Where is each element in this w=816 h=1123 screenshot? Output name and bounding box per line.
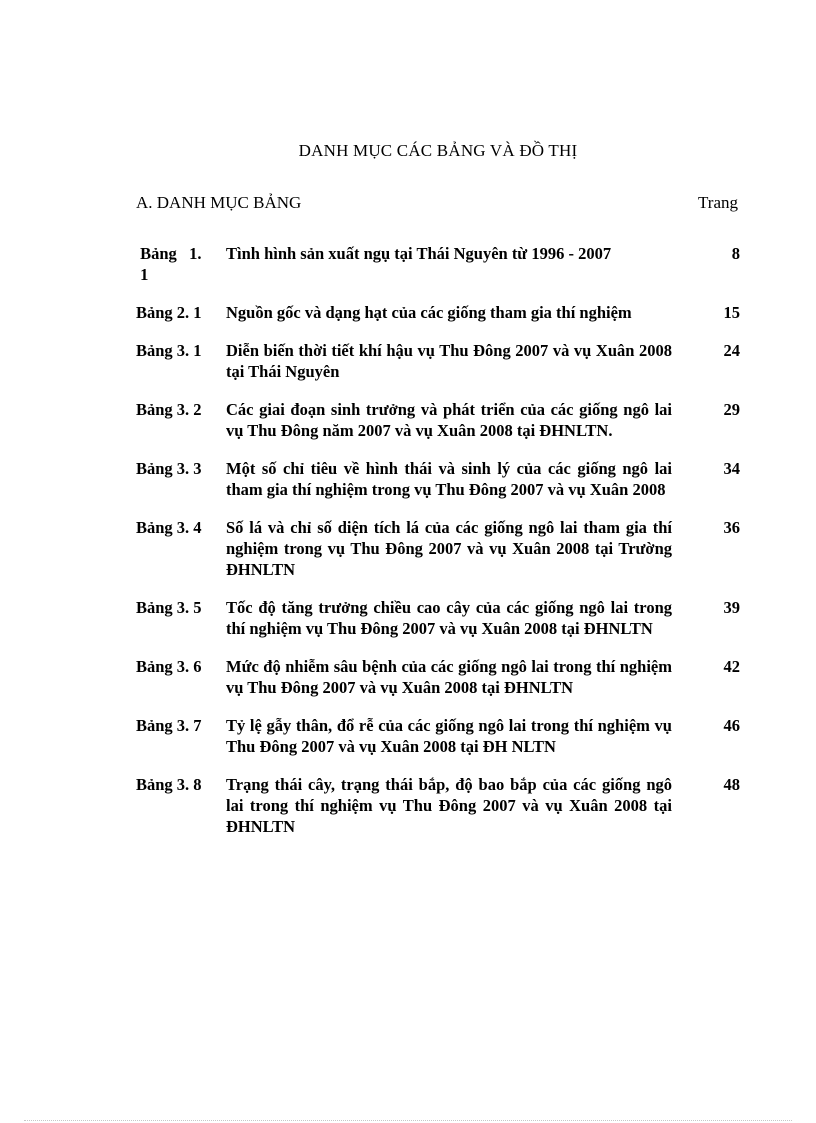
toc-entry-page: 46: [723, 716, 740, 735]
toc-entry-title: Tình hình sản xuất ngụ tại Thái Nguyên từ 1996 - 2007: [226, 244, 612, 263]
toc-entry-label: Bảng 3. 1: [136, 341, 202, 360]
toc-entry: [136, 302, 740, 323]
toc-entry-title: Diễn biến thời tiết khí hậu vụ Thu Đông 2007 và vụ Xuân 2008 tại Thái Nguyên: [226, 341, 672, 381]
toc-entry-title: Một số chỉ tiêu về hình thái và sinh lý của các giống ngô lai tham gia thí nghiệm trong vụ Thu Đông 2007 và vụ Xuân 2008: [226, 459, 672, 499]
toc-entry-title: Mức độ nhiễm sâu bệnh của các giống ngô lai trong thí nghiệm vụ Thu Đông 2007 và vụ Xuân 2008 tại ĐHNLTN: [226, 657, 672, 697]
toc-entry-page: 24: [723, 341, 740, 360]
toc-entry-title: Số lá và chỉ số diện tích lá của các giống ngô lai tham gia thí nghiệm trong vụ Thu Đông 2007 và vụ Xuân 2008 tại Trường ĐHNLTN: [226, 518, 672, 579]
toc-entry-label: Bảng 3. 3: [136, 459, 202, 478]
table-of-contents: [136, 243, 740, 854]
section-heading-row: [136, 193, 738, 213]
toc-entry-page: 36: [723, 518, 740, 537]
toc-entry-page: 8: [731, 244, 740, 263]
document-title: DANH MỤC CÁC BẢNG VÀ ĐỒ THỊ: [298, 141, 578, 160]
toc-entry-label: Bảng 3. 2: [136, 400, 202, 419]
toc-entry: [136, 340, 740, 382]
toc-entry-page: 39: [723, 598, 740, 617]
toc-entry: [136, 243, 740, 285]
toc-entry-title: Trạng thái cây, trạng thái bắp, độ bao bắp của các giống ngô lai trong thí nghiệm vụ Thu Đông 2007 và vụ Xuân 2008 tại ĐHNLTN: [226, 775, 672, 836]
toc-entry-label: Bảng 1. 1: [140, 244, 202, 284]
toc-entry-title: Các giai đoạn sinh trưởng và phát triển của các giống ngô lai vụ Thu Đông năm 2007 và vụ Xuân 2008 tại ĐHNLTN.: [226, 400, 672, 440]
section-heading: A. DANH MỤC BẢNG: [136, 193, 302, 212]
page-column-label: Trang: [698, 193, 738, 212]
toc-entry: [136, 458, 740, 500]
toc-entry-page: 29: [723, 400, 740, 419]
toc-entry: [136, 399, 740, 441]
toc-entry-label: Bảng 3. 6: [136, 657, 202, 676]
toc-entry-page: 34: [723, 459, 740, 478]
toc-entry-page: 48: [723, 775, 740, 794]
toc-entry-label: Bảng 2. 1: [136, 303, 202, 322]
toc-entry-label: Bảng 3. 4: [136, 518, 202, 537]
toc-entry: [136, 715, 740, 757]
toc-entry-label: Bảng 3. 7: [136, 716, 202, 735]
toc-entry: [136, 517, 740, 580]
toc-entry-title: Tỷ lệ gẫy thân, đổ rễ của các giống ngô lai trong thí nghiệm vụ Thu Đông 2007 và vụ Xuân 2008 tại ĐH NLTN: [226, 716, 672, 756]
toc-entry-title: Nguồn gốc và dạng hạt của các giống tham gia thí nghiệm: [226, 303, 632, 322]
toc-entry: [136, 597, 740, 639]
toc-entry: [136, 774, 740, 837]
toc-entry-label: Bảng 3. 5: [136, 598, 202, 617]
toc-entry-page: 15: [723, 303, 740, 322]
toc-entry: [136, 656, 740, 698]
page-bottom-divider: [24, 1120, 792, 1121]
toc-entry-title: Tốc độ tăng trưởng chiều cao cây của các giống ngô lai trong thí nghiệm vụ Thu Đông 2007 và vụ Xuân 2008 tại ĐHNLTN: [226, 598, 672, 638]
toc-entry-page: 42: [723, 657, 740, 676]
toc-entry-label: Bảng 3. 8: [136, 775, 202, 794]
